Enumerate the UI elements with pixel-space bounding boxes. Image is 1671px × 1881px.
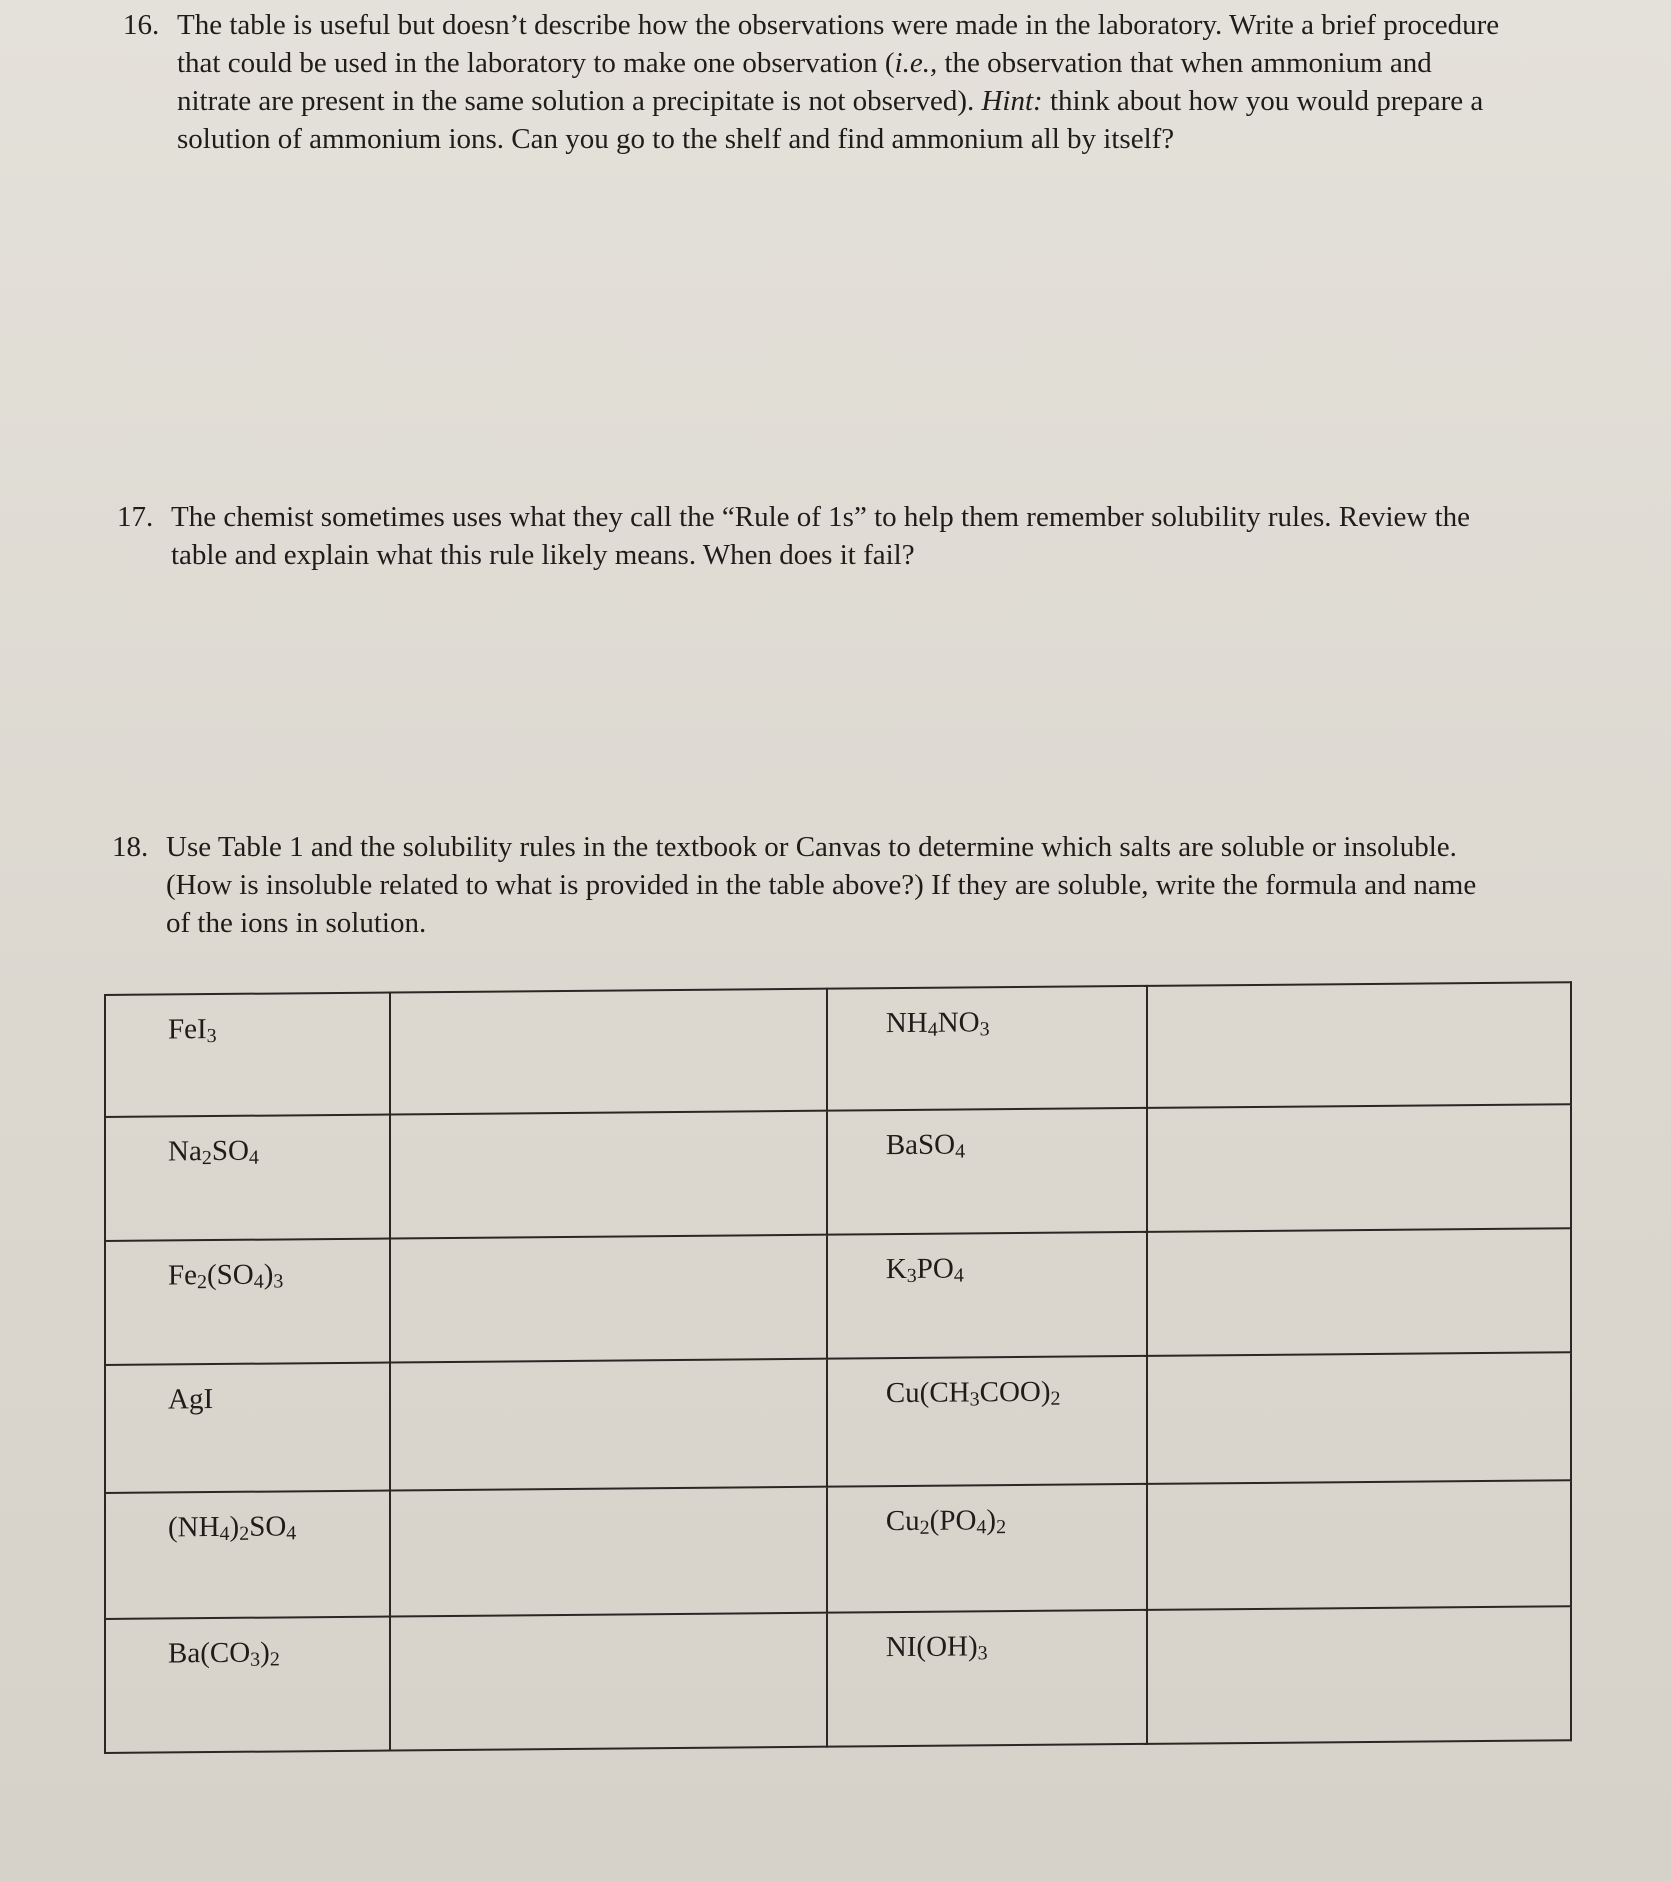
salt-formula-cell: $NI(OH)_3$ [827, 1610, 1147, 1747]
salt-formula-cell: $Ba(CO_3)_2$ [105, 1617, 390, 1753]
answer-cell[interactable] [1147, 1480, 1571, 1610]
salt-formula-cell: $(NH_4)_2SO_4$ [105, 1491, 390, 1619]
question-number: 18. [112, 831, 149, 863]
question-number: 17. [117, 501, 154, 533]
question-text: The table is useful but doesn’t describe how the observations were made in the laboratory. Write a brief procedure that could be used in the laboratory to make one observation (i.e., the observation that when ammonium and nitrate are present in the same solution a precipitate is not observed). Hint: think about how you would prepare a solution of ammonium ions. Can you go to the shelf and find ammonium all by itself? [177, 9, 1500, 155]
salt-formula-cell: $Na_2SO_4$ [105, 1115, 390, 1241]
question-18 [112, 828, 1512, 958]
answer-cell[interactable] [390, 1487, 826, 1617]
answer-cell[interactable] [390, 989, 826, 1115]
answer-cell[interactable] [1147, 982, 1571, 1108]
table-row [105, 1104, 1571, 1241]
salt-formula-cell: FeI$_3$ [105, 993, 390, 1117]
answer-cell[interactable] [1147, 1352, 1571, 1484]
salt-formula-cell: $NH_4NO_3$ [827, 986, 1147, 1111]
salt-formula-cell: $Fe_2(SO_4)_3$ [105, 1239, 390, 1365]
table-row [105, 1606, 1571, 1753]
salt-solubility-table [104, 981, 1572, 1754]
answer-cell[interactable] [1147, 1228, 1571, 1356]
question-17 [117, 498, 1517, 588]
table-row [105, 1228, 1571, 1365]
table-row [105, 1480, 1571, 1619]
question-number: 16. [123, 9, 160, 41]
question-16 [123, 6, 1523, 186]
answer-cell[interactable] [1147, 1104, 1571, 1232]
salt-formula-cell: BaSO$_4$ [827, 1108, 1147, 1235]
answer-cell[interactable] [390, 1111, 826, 1239]
answer-cell[interactable] [390, 1613, 826, 1751]
salt-formula-cell: $K_3PO_4$ [827, 1232, 1147, 1359]
salt-formula-cell: AgI [105, 1363, 390, 1493]
answer-cell[interactable] [1147, 1606, 1571, 1744]
table-row [105, 1352, 1571, 1493]
salt-formula-cell: $Cu_2(PO_4)_2$ [827, 1484, 1147, 1613]
question-text: The chemist sometimes uses what they call the “Rule of 1s” to help them remember solubility rules. Review the table and explain what this rule likely means. When does it fail? [171, 501, 1471, 571]
salt-formula-cell: $Cu(CH_3COO)_2$ [827, 1356, 1147, 1487]
question-text: Use Table 1 and the solubility rules in the textbook or Canvas to determine which salts are soluble or insoluble. (How is insoluble related to what is provided in the table above?) If they are soluble, write the formula and name of the ions in solution. [166, 831, 1477, 939]
answer-cell[interactable] [390, 1235, 826, 1363]
table-row [105, 982, 1571, 1117]
answer-cell[interactable] [390, 1359, 826, 1491]
